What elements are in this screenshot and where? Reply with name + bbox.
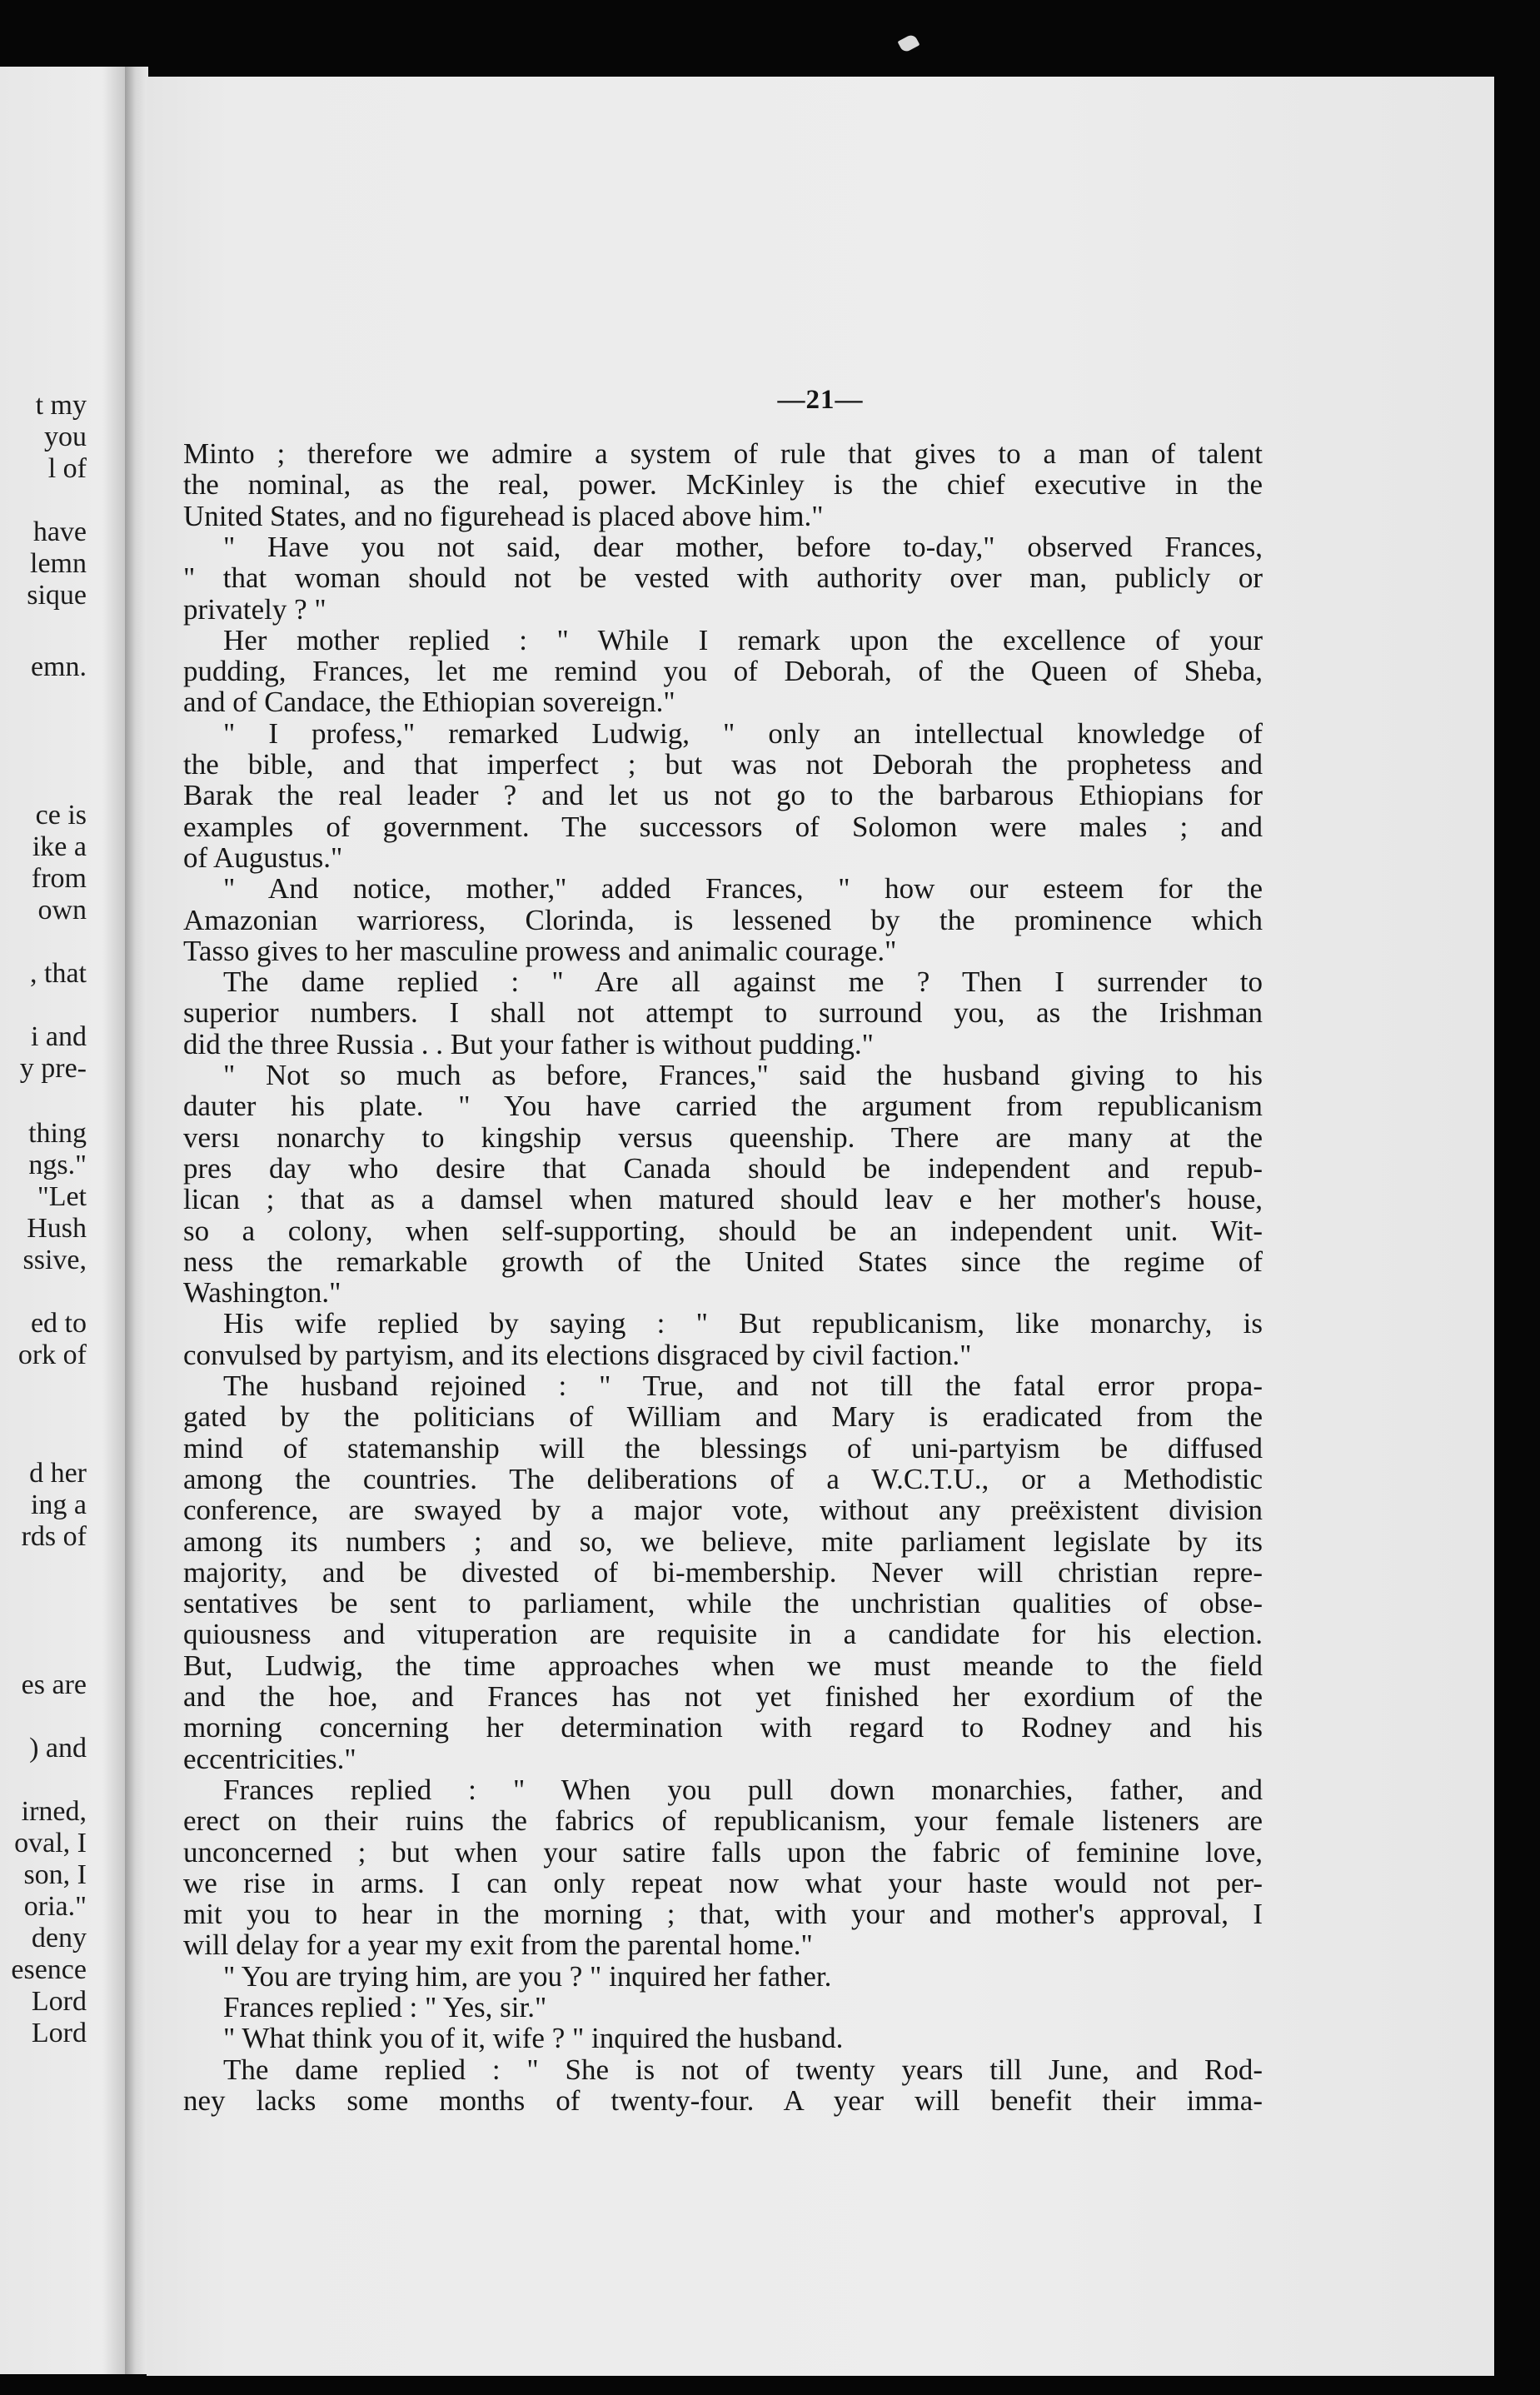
text-line: ney lacks some months of twenty-four. A year will benefit their imma-: [183, 2083, 1263, 2117]
text-line: and the hoe, and Frances has not yet finished her exordium of the: [183, 1680, 1263, 1713]
text-line: United States, and no figurehead is placed above him.": [183, 499, 824, 532]
text-line: Tasso gives to her masculine prowess and animalic courage.": [183, 934, 897, 967]
left-page-fragment: es are: [21, 1669, 87, 1700]
text-line: Barak the real leader ? and let us not go to the barbarous Ethiopians for: [183, 779, 1263, 812]
left-page-fragment: oval, I: [14, 1828, 87, 1859]
left-page-fragment: rds of: [21, 1521, 87, 1552]
text-line: " that woman should not be vested with authority over man, publicly or: [183, 561, 1263, 595]
left-page-fragment: ngs.": [28, 1150, 87, 1180]
text-line: pudding, Frances, let me remind you of Deborah, of the Queen of Sheba,: [183, 655, 1263, 688]
left-page-fragment: irned,: [21, 1796, 87, 1827]
left-page-fragment: you: [44, 422, 87, 452]
text-line: erect on their ruins the fabrics of republicanism, your female listeners are: [183, 1804, 1263, 1838]
text-line: " You are trying him, are you ? " inquired her father.: [223, 1959, 832, 1993]
text-line: Washington.": [183, 1276, 341, 1310]
text-line: the bible, and that imperfect ; but was not Deborah the prophetess and: [183, 748, 1263, 781]
text-line: Amazonian warrioress, Clorinda, is lessened by the prominence which: [183, 903, 1263, 936]
text-line: we rise in arms. I can only repeat now what your haste would not per-: [183, 1866, 1263, 1899]
text-line: will delay for a year my exit from the parental home.": [183, 1928, 813, 1962]
left-page-fragment: l of: [47, 453, 87, 484]
left-page-fragment: Lord: [31, 2018, 87, 2048]
left-page-fragment: ike a: [32, 831, 87, 862]
text-line: mit you to hear in the morning ; that, with your and mother's approval, I: [183, 1898, 1263, 1931]
text-line: privately ? ": [183, 592, 326, 626]
text-line: majority, and be divested of bi-membership. Never will christian repre-: [183, 1555, 1263, 1589]
left-page: [0, 67, 125, 2374]
text-line: " What think you of it, wife ? " inquired the husband.: [223, 2022, 844, 2055]
text-line: eccentricities.": [183, 1742, 356, 1775]
text-line: The dame replied : " She is not of twenty years till June, and Rod-: [223, 2053, 1263, 2086]
text-line: dauter his plate. " You have carried the argument from republicanism: [183, 1090, 1263, 1123]
text-line: sentatives be sent to parliament, while the unchristian qualities of obse-: [183, 1587, 1263, 1620]
text-line: lican ; that as a damsel when matured should leav e her mother's house,: [183, 1183, 1263, 1216]
left-page-fragment: ssive,: [22, 1245, 87, 1275]
text-line: ness the remarkable growth of the United States since the regime of: [183, 1245, 1263, 1278]
text-line: Minto ; therefore we admire a system of rule that gives to a man of talent: [183, 437, 1263, 470]
text-line: " Not so much as before, Frances," said the husband giving to his: [223, 1059, 1263, 1091]
right-page: [147, 77, 1494, 2376]
left-page-fragment: deny: [31, 1923, 87, 1953]
scan-mark: [898, 33, 920, 53]
text-line: Frances replied : " When you pull down monarchies, father, and: [223, 1773, 1263, 1806]
text-line: But, Ludwig, the time approaches when we must meande to the field: [183, 1649, 1263, 1682]
left-page-fragment: oria.": [23, 1891, 87, 1922]
left-page-fragment: son, I: [23, 1859, 87, 1890]
left-page-fragment: sique: [27, 580, 87, 611]
left-page-fragment: "Let: [37, 1181, 87, 1212]
text-line: morning concerning her determination with regard to Rodney and his: [183, 1711, 1263, 1744]
left-page-fragment: lemn: [30, 548, 87, 579]
text-line: " Have you not said, dear mother, before to-day," observed Frances,: [223, 530, 1263, 563]
left-page-fragment: ed to: [30, 1308, 87, 1339]
text-line: mind of statemanship will the blessings of uni-partyism be diffused: [183, 1431, 1263, 1464]
text-line: did the three Russia . . But your father is without pudding.": [183, 1027, 874, 1060]
text-line: " And notice, mother," added Frances, " how our esteem for the: [223, 872, 1263, 906]
left-page-fragment: ) and: [29, 1733, 87, 1764]
book-gutter: [125, 67, 148, 2374]
text-line: unconcerned ; but when your satire falls upon the fabric of feminine love,: [183, 1835, 1263, 1869]
text-line: superior numbers. I shall not attempt to surround you, as the Irishman: [183, 996, 1263, 1030]
left-page-fragment: d her: [29, 1458, 87, 1489]
left-page-fragment: y pre-: [19, 1053, 87, 1084]
text-line: conference, are swayed by a major vote, without any preëxistent division: [183, 1494, 1263, 1527]
text-line: Her mother replied : " While I remark upon the excellence of your: [223, 623, 1263, 656]
text-line: versı nonarchy to kingship versus queenship. There are many at the: [183, 1120, 1263, 1154]
left-page-fragment: from: [31, 863, 87, 894]
text-line: quiousness and vituperation are requisite in a candidate for his election.: [183, 1618, 1263, 1651]
text-line: The dame replied : " Are all against me ? Then I surrender to: [223, 965, 1263, 999]
text-line: " I profess," remarked Ludwig, " only an intellectual knowledge of: [223, 716, 1263, 750]
left-page-fragment: ork of: [17, 1340, 87, 1370]
left-page-fragment: Lord: [31, 1986, 87, 2017]
text-line: and of Candace, the Ethiopian sovereign.": [183, 686, 675, 719]
text-line: among the countries. The deliberations of a W.C.T.U., or a Methodistic: [183, 1462, 1263, 1495]
page-number: —21—: [777, 385, 864, 415]
left-page-fragment: esence: [11, 1954, 87, 1985]
left-page-fragment: ing a: [30, 1489, 87, 1520]
text-line: Frances replied : " Yes, sir.": [223, 1991, 547, 2023]
text-line: gated by the politicians of William and Mary is eradicated from the: [183, 1400, 1263, 1434]
left-page-fragment: emn.: [30, 651, 87, 682]
left-page-fragment: thing: [28, 1118, 87, 1149]
left-page-fragment: , that: [30, 958, 87, 989]
text-line: of Augustus.": [183, 841, 343, 874]
left-page-fragment: have: [32, 516, 87, 547]
text-line: pres day who desire that Canada should be independent and repub-: [183, 1151, 1263, 1185]
text-line: among its numbers ; and so, we believe, mite parliament legislate by its: [183, 1524, 1263, 1558]
left-page-fragment: t my: [35, 390, 87, 421]
text-line: His wife replied by saying : " But republicanism, like monarchy, is: [223, 1307, 1263, 1340]
text-line: so a colony, when self-supporting, should be an independent unit. Wit-: [183, 1214, 1263, 1247]
text-line: convulsed by partyism, and its elections disgraced by civil faction.": [183, 1338, 972, 1371]
left-page-fragment: ce is: [35, 800, 87, 831]
left-page-fragment: Hush: [27, 1213, 87, 1244]
text-line: The husband rejoined : " True, and not till the fatal error propa-: [223, 1370, 1263, 1402]
left-page-fragment: i and: [30, 1021, 87, 1052]
text-line: examples of government. The successors of Solomon were males ; and: [183, 810, 1263, 843]
text-line: the nominal, as the real, power. McKinley is the chief executive in the: [183, 468, 1263, 501]
left-page-fragment: own: [37, 895, 87, 926]
